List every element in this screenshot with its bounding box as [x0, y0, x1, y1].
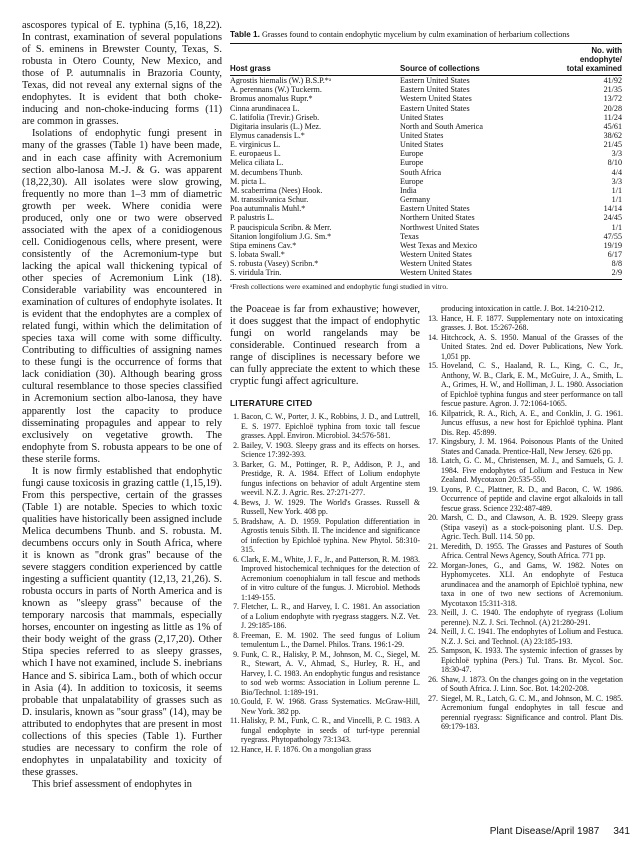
source-cell: Western United States — [400, 259, 472, 269]
source-cell: India — [400, 185, 417, 195]
reference-item — [230, 555, 420, 603]
reference-item — [230, 602, 420, 631]
reference-number: 2. — [233, 440, 239, 450]
header-host-grass: Host grass — [230, 43, 400, 75]
source-cell: Northern United States — [400, 213, 475, 223]
source-cell: Europe — [400, 158, 424, 168]
source-cell: United States — [400, 112, 444, 122]
reference-item — [230, 517, 420, 555]
host-grass-cell: P. palustris L. — [230, 213, 275, 223]
reference-text: producing intoxication in cattle. J. Bot. 14:210-212. — [441, 304, 605, 313]
count-cell: 38/62 — [603, 131, 622, 140]
page-number: 341 — [613, 826, 630, 837]
paragraph: ascospores typical of E. typhina (5,16, 18,22). In contrast, examination of several populations of S. eminens in Brewster County, Texas, S. robusta in Otero County, New Mexico, and those of P. autumnalis in Brazoria County, Texas, did not reveal any external signs of the endophytes. It is evident that both choke-inducing and non-choke-inducing forms (11) are common in grasses. — [22, 20, 222, 128]
count-cell: 41/92 — [603, 76, 622, 86]
reference-text: Hitchcock, A. S. 1950. Manual of the Grasses of the United States. 2nd ed. Dover Publications, New York. 1,051 pp. — [441, 332, 623, 361]
reference-number: 24. — [428, 627, 438, 636]
host-grass-cell: Digitaria insularis (L.) Mez. — [230, 121, 322, 131]
reference-item — [230, 631, 420, 650]
host-grass-cell: Cinna arundinacea L. — [230, 103, 300, 113]
reference-text: Freeman, E. M. 1902. The seed fungus of Lolium temulentum L., the Darnel. Philos. Trans. 196:1-29. — [241, 630, 420, 650]
count-cell: 21/45 — [603, 140, 622, 150]
reference-text: Siegel, M. R., Latch, G. C. M., and Johnson, M. C. 1985. Acremonium fungal endophytes in tall fescue and perennial ryegrass: Significance and control. Plant Dis. 69:179-183. — [441, 693, 623, 731]
count-cell: 24/45 — [603, 213, 622, 223]
source-cell: Western United States — [400, 268, 566, 279]
reference-number: 7. — [233, 602, 239, 612]
table-row — [230, 122, 622, 131]
count-cell: 3/3 — [611, 149, 622, 159]
reference-item — [230, 745, 420, 755]
host-grass-cell: Melica ciliata L. — [230, 158, 284, 168]
count-cell: 2/9 — [566, 268, 622, 279]
table-caption-label: Table 1. — [230, 30, 260, 39]
source-cell: Northwest United States — [400, 222, 480, 232]
count-cell: 14/14 — [603, 204, 622, 214]
reference-list — [230, 412, 420, 754]
host-grass-cell: E. virginicus L. — [230, 140, 281, 150]
reference-item — [427, 485, 623, 514]
reference-item — [427, 333, 623, 362]
reference-number: 19. — [428, 484, 438, 494]
reference-number: 6. — [233, 554, 239, 564]
reference-item — [427, 314, 623, 333]
reference-text: Gould, F. W. 1968. Grass Systematics. McGraw-Hill, New York. 382 pp. — [241, 697, 420, 716]
page-footer — [480, 826, 630, 837]
reference-item — [427, 361, 623, 409]
reference-number: 21. — [428, 541, 438, 551]
source-cell: United States — [400, 131, 444, 140]
reference-text: Hance, H. F. 1876. On a mongolian grass — [241, 744, 372, 754]
table-row — [230, 241, 622, 250]
reference-text: Shaw, J. 1873. On the changes going on in the vegetation of South Africa. J. Linn. Soc. Bot. 14:202-208. — [441, 674, 623, 693]
table-row — [230, 213, 622, 222]
paragraph: Isolations of endophytic fungi present in many of the grasses (Table 1) have been made, and in each case affinity with Acremonium section albo-lanosa M.-J. & G. was apparent (18,22,30). All isolates were slow growing, frequently no more than 1–3 mm of diametric growth per week. Where conidia were produced, only one or two were observed associated with the apex of a conidiogenous cell. Conidiogenous cells, where present, were consistently of the Acremonium-type but lacking the apical wall thickening typical of other species of Acremonium Link (18). Considerable variability was encountered in examination of cultures of endophyte isolates. It is evident that the endophytes are a complex of related fungi, within which the delimitation of species taxa will come with some difficulty. Contributing to difficulties of assigning names to these fungi is the occurrence of forms that lack conidiation (30). Although bearing gross cultural resemblance to those species classified in Acremonium section albo-lanosa, they have apparently lost the capacity to produce disseminating propagules and appear to rely exclusively on vegetative growth. The endophyte from S. robusta appears to be one of these sterile forms. — [22, 128, 222, 465]
reference-text: Marsh, C. D., and Clawson, A. B. 1929. Sleepy grass (Stipa vaseyi) as a stock-poisoning plant. U.S. Dep. Agric. Tech. Bull. 114. 50 pp. — [441, 513, 623, 541]
reference-item — [427, 608, 623, 627]
reference-text: Clark, E. M., White, J. F., Jr., and Patterson, R. M. 1983. Improved histochemical techniques for the detection of Acremonium coenophialum in tall fescue and methods of in vitro culture of the fungus. J. Microbiol. Methods 1:149-155. — [241, 554, 420, 602]
table-row — [230, 104, 622, 113]
reference-number: 26. — [428, 674, 438, 684]
count-cell: 1/1 — [611, 185, 622, 195]
journal-issue: Plant Disease/April 1987 — [489, 826, 600, 837]
source-cell: United States — [400, 140, 444, 150]
reference-text: Bacon, C. W., Porter, J. K., Robbins, J. D., and Luttrell, E. S. 1977. Epichloë typhina from toxic tall fescue grasses. Appl. Environ. Microbiol. 34:576-581. — [241, 412, 420, 441]
host-grass-cell: C. latifolia (Trevir.) Griseb. — [230, 112, 320, 122]
count-cell: 8/8 — [611, 259, 622, 269]
source-cell: West Texas and Mexico — [400, 240, 478, 250]
count-cell: 47/55 — [603, 231, 622, 241]
count-cell: 1/1 — [611, 222, 622, 232]
table-row — [230, 223, 622, 232]
grass-table — [230, 43, 622, 280]
table-row — [230, 131, 622, 140]
table-row — [230, 113, 622, 122]
reference-item — [427, 456, 623, 485]
reference-number: 10. — [230, 697, 240, 707]
table-row — [230, 195, 622, 204]
reference-item — [427, 627, 623, 646]
reference-text: Latch, G. C. M., Christensen, M. J., and Samuels, G. J. 1984. Five endophytes of Lolium and Festuca in New Zealand. Mycotaxon 20:535-550. — [441, 456, 623, 484]
literature-heading: LITERATURE CITED — [230, 398, 313, 409]
table-footnote: ᵃFresh collections were examined and endophytic fungi studied in vitro. — [230, 281, 449, 291]
reference-text: Kilpatrick, R. A., Rich, A. E., and Conklin, J. G. 1961. Juncus effusus, a new host for Epichloë typhina. Plant Dis. Rep. 45:899. — [441, 408, 623, 437]
table-row — [230, 268, 622, 279]
reference-item — [230, 716, 420, 745]
host-grass-cell: Agrostis hiemalis (W.) B.S.P.*ᵃ — [230, 76, 332, 86]
reference-item — [427, 304, 623, 314]
reference-text: Morgan-Jones, G., and Gams, W. 1982. Notes on Hyphomycetes. XLI. An endophyte of Festuca arundinacea and the anamorph of Epichloë typhina, new taxa in one of two new sections of Acremonium. Mycotaxon 15:311-318. — [441, 560, 623, 608]
table-row — [230, 85, 622, 94]
table-row — [230, 149, 622, 158]
source-cell: Europe — [400, 176, 424, 186]
reference-item — [427, 694, 623, 732]
reference-list-continued — [427, 304, 623, 812]
reference-text: Funk, C. R., Halisky, P. M., Johnson, M. C., Siegel, M. R., Stewart, A. V., Ahmad, S., Hurley, R. H., and Harvey, I. C. 1983. An endophytic fungus and resistance to sod web worms: Association in Lolium perenne L. Bio/Technol. 1:189-191. — [241, 649, 420, 697]
reference-number: 8. — [233, 630, 239, 640]
reference-text: Halisky, P. M., Funk, C. R., and Vincelli, P. C. 1983. A fungal endophyte in seeds of turf-type perennial ryegrass. Phytopathology 73:1343. — [241, 716, 420, 745]
count-cell: 3/3 — [611, 176, 622, 186]
reference-item — [427, 646, 623, 675]
source-cell: Eastern United States — [400, 85, 470, 95]
reference-item — [230, 697, 420, 716]
reference-number: 11. — [230, 716, 240, 726]
reference-number: 25. — [428, 646, 438, 655]
source-cell: Eastern United States — [400, 103, 470, 113]
table-1 — [230, 30, 622, 302]
host-grass-cell: S. viridula Trin. — [230, 268, 400, 279]
header-source: Source of collections — [400, 43, 566, 75]
host-grass-cell: M. picta L. — [230, 176, 266, 186]
reference-number: 3. — [233, 459, 239, 469]
reference-item — [427, 437, 623, 456]
table-row — [230, 259, 622, 268]
count-cell: 19/19 — [603, 240, 622, 250]
source-cell: Texas — [400, 231, 419, 241]
reference-item — [427, 513, 623, 542]
host-grass-cell: Sitanion longifolium J.G. Sm.* — [230, 231, 332, 241]
source-cell: Western United States — [400, 94, 472, 104]
reference-number: 16. — [428, 408, 438, 418]
reference-text: Bailey, V. 1903. Sleepy grass and its effects on horses. Science 17:392-393. — [241, 440, 420, 460]
host-grass-cell: Stipa eminens Cav.* — [230, 240, 297, 250]
host-grass-cell: M. scaberrima (Nees) Hook. — [230, 185, 323, 195]
host-grass-cell: Bromus anomalus Rupr.* — [230, 94, 313, 104]
header-count: No. with endophyte/ total examined — [566, 43, 622, 75]
count-cell: 6/17 — [607, 250, 622, 260]
table-caption — [230, 30, 622, 40]
count-cell: 11/24 — [603, 112, 622, 122]
reference-item — [427, 409, 623, 438]
table-row — [230, 177, 622, 186]
host-grass-cell: Elymus canadensis L.* — [230, 131, 305, 140]
reference-number: 5. — [233, 516, 239, 526]
reference-text: Neill, J. C. 1941. The endophytes of Lolium and Festuca. N.Z. J. Sci. and Technol. (A) 23:185-193. — [441, 627, 623, 646]
reference-number: 17. — [428, 437, 438, 446]
host-grass-cell: S. robusta (Vasey) Scribn.* — [230, 259, 319, 269]
host-grass-cell: M. transsilvanica Schur. — [230, 195, 309, 205]
reference-number: 13. — [428, 313, 438, 323]
table-row — [230, 232, 622, 241]
reference-text: Lyons, P. C., Plattner, R. D., and Bacon, C. W. 1986. Occurrence of peptide and clavine ergot alkaloids in tall fescue grass. Science 232:487-489. — [441, 484, 623, 513]
host-grass-cell: E. europaeus L. — [230, 149, 281, 159]
reference-item — [230, 498, 420, 517]
reference-number: 15. — [428, 361, 438, 370]
count-cell: 4/4 — [611, 167, 622, 177]
count-cell: 21/35 — [603, 85, 622, 95]
reference-number: 12. — [230, 744, 240, 754]
source-cell: Eastern United States — [400, 76, 470, 86]
source-cell: Europe — [400, 149, 424, 159]
source-cell: Germany — [400, 195, 431, 205]
table-row — [230, 94, 622, 103]
reference-text: Hance, H. F. 1877. Supplementary note on intoxicating grasses. J. Bot. 15:267-268. — [441, 313, 623, 332]
reference-text: Sampson, K. 1933. The systemic infection of grasses by Epichloë typhina (Pers.) Tul. Trans. Br. Mycol. Soc. 18:30-47. — [441, 646, 623, 674]
host-grass-cell: P. paucispicula Scribn. & Merr. — [230, 222, 332, 232]
table-header-row — [230, 43, 622, 75]
host-grass-cell: S. lobata Swall.* — [230, 250, 285, 260]
table-row — [230, 250, 622, 259]
reference-text: Barker, G. M., Pottinger, R. P., Addison, P. J., and Prestidge, R. A. 1984. Effect of Lolium endophyte fungus infections on behavior of adult Argentine stem weevil. N.Z. J. Agric. Res. 27:271-277. — [241, 459, 420, 498]
count-cell: 13/72 — [603, 94, 622, 104]
reference-text: Fletcher, L. R., and Harvey, I. C. 1981. An association of a Lolium endophyte with ryegrass staggers. N.Z. Vet. J. 29:185-186. — [241, 602, 420, 631]
reference-number: 14. — [428, 332, 438, 342]
table-row — [230, 186, 622, 195]
host-grass-cell: A. perennans (W.) Tuckerm. — [230, 85, 322, 95]
reference-number: 27. — [428, 693, 438, 703]
body-column-left — [22, 20, 222, 800]
table-row — [230, 76, 622, 86]
reference-item — [230, 412, 420, 441]
body-column-mid — [230, 304, 420, 754]
paragraph: This brief assessment of endophytes in — [32, 778, 192, 790]
count-cell: 1/1 — [611, 195, 622, 205]
paragraph: It is now firmly established that endophytic fungi cause toxicosis in grazing cattle (1,15,19). From this perspective, certain of the grasses (Table 1) are notable. Species to which toxic qualities have historically been assigned include Melica decumbens Thunb. and S. robusta. M. decumbens occurs only in South Africa, where it is known as "dronk gras" because of the severe staggers condition experienced by cattle ingesting a sufficient quantity (12,13, 21,26). S. robusta occurs in parts of North America and is known as "sleepy grass" because of the temporary narcosis that mammals, especially horses, encounter on ingesting as little as 1% of their body weight of the grass (2,17,20). Other Stipa species referred to as sleepy grasses, which I have not examined, include S. inebrians Hance and S. sibirica Lam., both of which occur in Asia (4). In addition to toxicosis, it seems probable that unpalatability of grasses such as D. insularis, known as "sour grass" (14), may be attributed to endophytes that are present in most collections of this species (Table 1). Further studies are necessary to confirm the role of endophytes in unpalatability and toxicity of these grasses. — [22, 465, 222, 778]
source-cell: Eastern United States — [400, 204, 470, 214]
table-body — [230, 76, 622, 279]
source-cell: Western United States — [400, 250, 472, 260]
paragraph: the Poaceae is far from exhaustive; however, it does suggest that the impact of endophytic fungi on world rangelands may be considerable. Continued research from a range of disciplines is necessary before we can fully appreciate the extent to which these cryptic fungi affect agriculture. — [230, 304, 420, 388]
count-cell: 8/10 — [607, 158, 622, 168]
table-row — [230, 168, 622, 177]
reference-item — [427, 542, 623, 561]
reference-text: Neill, J. C. 1940. The endophyte of ryegrass (Lolium perenne). N.Z. J. Sci. Technol. (A) 21:280-291. — [441, 608, 623, 627]
reference-text: Hoveland, C. S., Haaland, R. L., King, C. C., Jr., Anthony, W. B., Clark, E. M., McGuire, J. A., Smith, L. A., Grimes, H. W., and Holliman, J. L. 1980. Association of Epichloë typhina fungus and steer performance on tall fescue pasture. Agron. J. 72:1064-1065. — [441, 361, 623, 408]
count-cell: 45/61 — [603, 121, 622, 131]
table-row — [230, 158, 622, 167]
count-cell: 20/28 — [603, 103, 622, 113]
reference-number: 20. — [428, 513, 438, 522]
host-grass-cell: Poa autumnalis Muhl.* — [230, 204, 306, 214]
reference-number: 1. — [233, 412, 239, 422]
reference-item — [230, 460, 420, 498]
reference-text: Kingsbury, J. M. 1964. Poisonous Plants of the United States and Canada. Prentice-Hall, New Jersey. 626 pp. — [441, 437, 623, 456]
table-row — [230, 140, 622, 149]
reference-item — [427, 675, 623, 694]
source-cell: North and South America — [400, 121, 483, 131]
reference-item — [230, 650, 420, 698]
reference-number: 23. — [428, 608, 438, 617]
reference-text: Bradshaw, A. D. 1959. Population differentiation in Agrostis tenuis Sibth. II. The incidence and significance of infection by Epichloë typhina. New Phytol. 58:310-315. — [241, 516, 420, 555]
reference-text: Bews, J. W. 1929. The World's Grasses. Russell & Russell, New York. 408 pp. — [241, 497, 420, 517]
reference-item — [230, 441, 420, 460]
reference-number: 22. — [428, 560, 438, 570]
source-cell: South Africa — [400, 167, 442, 177]
reference-item — [427, 561, 623, 609]
reference-number: 9. — [233, 649, 239, 659]
reference-number: 4. — [233, 497, 239, 507]
table-row — [230, 204, 622, 213]
reference-number: 18. — [428, 456, 438, 465]
host-grass-cell: M. decumbens Thunb. — [230, 167, 303, 177]
reference-text: Meredith, D. 1955. The Grasses and Pastures of South Africa. Central News Agency, South Africa. 771 pp. — [441, 541, 623, 560]
table-caption-text: Grasses found to contain endophytic mycelium by culm examination of herbarium collections — [261, 30, 570, 39]
